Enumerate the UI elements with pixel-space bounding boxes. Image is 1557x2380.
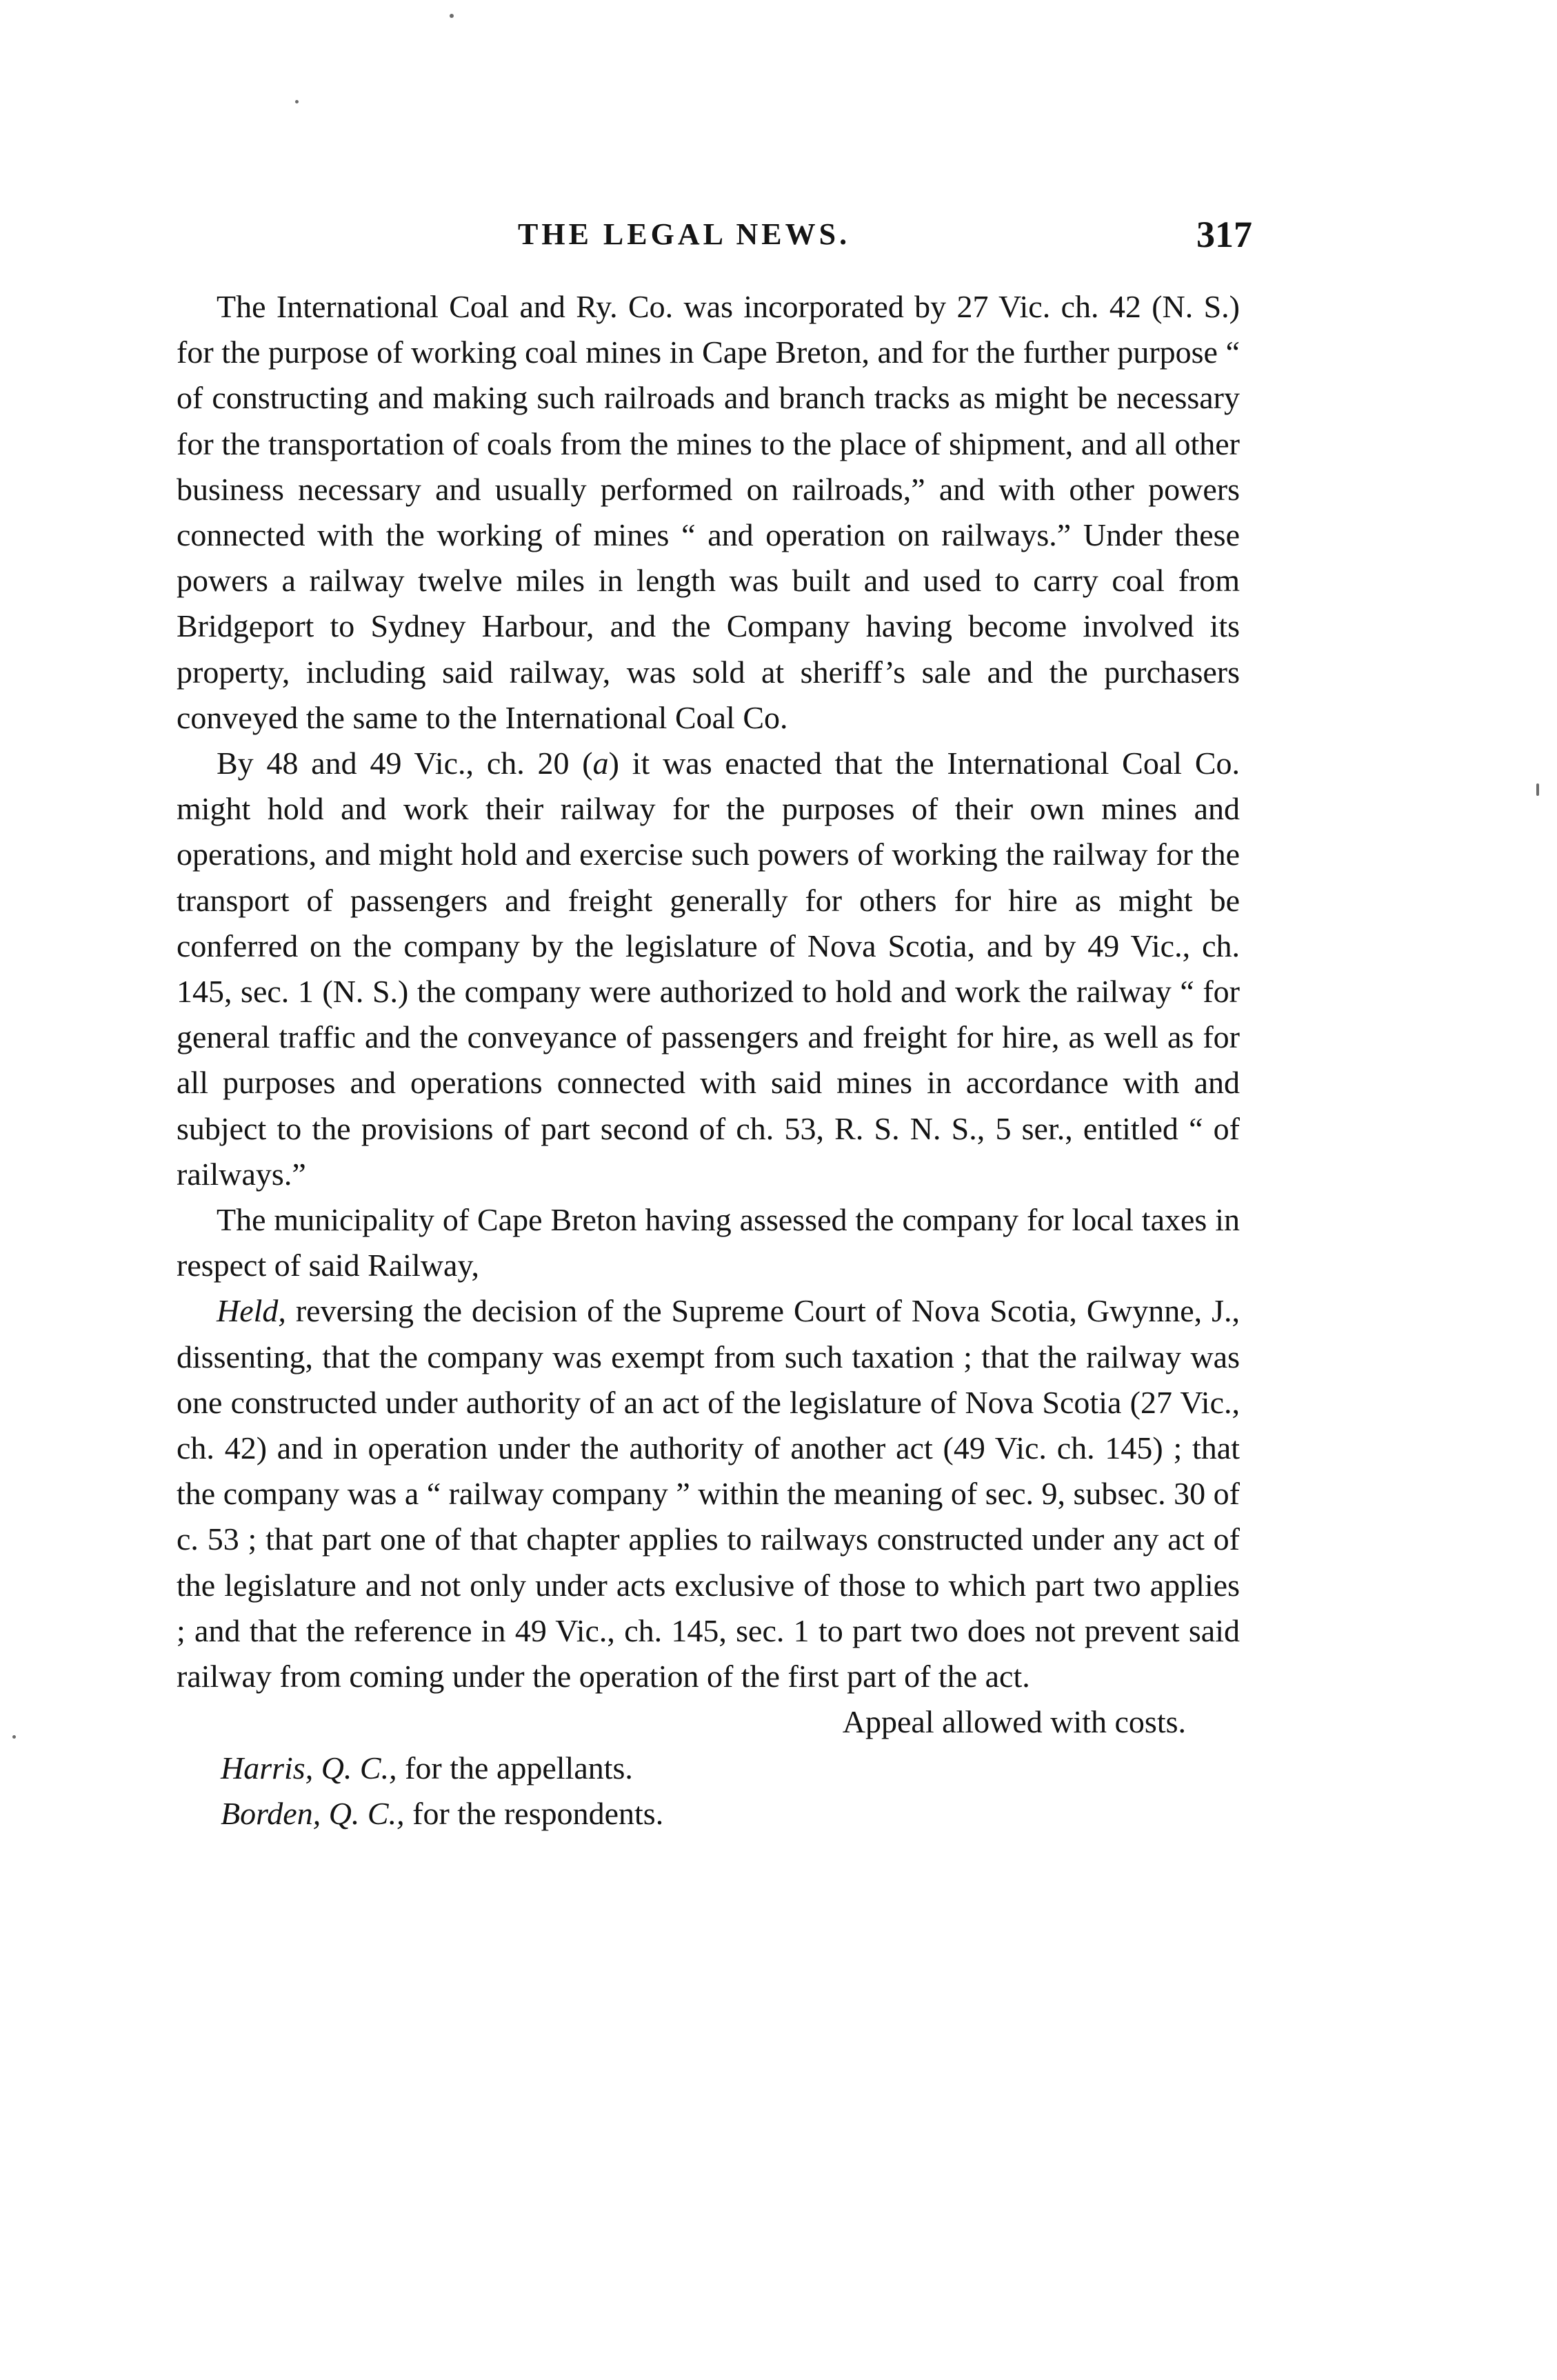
statute-text-before: By 48 and 49 Vic., ch. 20 ( (217, 746, 593, 781)
holding-text: reversing the decision of the Supreme Court of Nova Scotia, Gwynne, J., dissenting, that the company was exempt from such taxation ; that the railway was one constructed under authority of an act of the legislature of Nova Scotia (27 Vic., ch. 42) and in operation under the authority of another act (49 Vic. ch. 145) ; that the company was a “ railway company ” within the meaning of sec. 9, subsec. 30 of c. 53 ; that part one of that chapter applies to railways constructed under any act of the legislature and not only under acts exclusive of those to which part two applies ; and that the reference in 49 Vic., ch. 145, sec. 1 to part two does not prevent said railway from coming under the operation of the first part of the act. (177, 1293, 1240, 1694)
scan-speck (450, 14, 454, 18)
scan-speck (1536, 783, 1539, 796)
running-title: THE LEGAL NEWS. (518, 217, 851, 251)
holding-label: Held, (217, 1293, 286, 1329)
scan-speck (295, 100, 299, 103)
paragraph-incorporation: The International Coal and Ry. Co. was incorporated by 27 Vic. ch. 42 (N. S.) for the purpose of working coal mines in Cape Breton, and for the further purpose “ of constructing and making such railroads and branch tracks as might be necessary for the transportation of coals from the mines to the place of shipment, and all other business necessary and usually performed on railroads,” and with other powers connected with the working of mines “ and operation on railways.” Under these powers a railway twelve miles in length was built and used to carry coal from Bridgeport to Sydney Harbour, and the Company having become involved its property, including said railway, was sold at sheriff’s sale and the purchasers conveyed the same to the International Coal Co. (177, 289, 1240, 735)
statute-italic-letter: a (592, 746, 609, 781)
statute-text-after: ) it was enacted that the International Coal Co. might hold and work their railway for the purposes of their own mines and operations, and might hold and exercise such powers of working the railway for the transport of passengers and freight generally for others for hire as might be conferred on the company by the legislature of Nova Scotia, and by 49 Vic., ch. 145, sec. 1 (N. S.) the company were authorized to hold and work the railway “ for general traffic and the conveyance of passengers and freight for hire, as well as for all purposes and operations connected with said mines in accordance with and subject to the provisions of part second of ch. 53, R. S. N. S., 5 ser., entitled “ of railways.” (177, 746, 1240, 1192)
page-number: 317 (1196, 214, 1252, 255)
counsel-appellants-name: Harris, Q. C., (221, 1750, 397, 1786)
paragraph-statute (177, 741, 1240, 1197)
paragraph-holding (177, 1288, 1240, 1699)
counsel-appellants (177, 1746, 1240, 1791)
counsel-respondents-text: for the respondents. (404, 1795, 664, 1831)
counsel-appellants-text: for the appellants. (396, 1750, 633, 1786)
article-body (177, 284, 1240, 1837)
scan-speck (12, 1735, 16, 1739)
verdict-line: Appeal allowed with costs. (842, 1704, 1186, 1740)
page-header (177, 210, 1252, 259)
paragraph-assessment: The municipality of Cape Breton having assessed the company for local taxes in respect of said Railway, (177, 1202, 1240, 1283)
counsel-respondents-name: Borden, Q. C., (221, 1795, 405, 1831)
counsel-respondents (177, 1791, 1240, 1837)
